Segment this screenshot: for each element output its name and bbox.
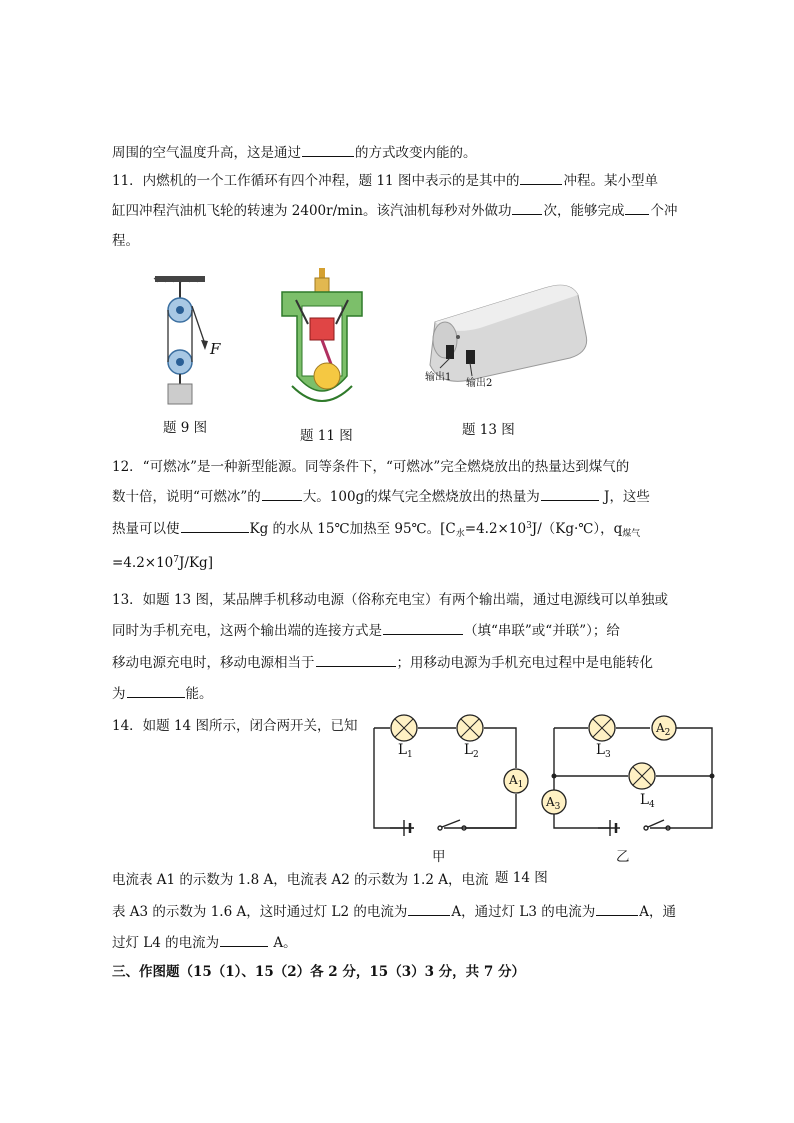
q14-line-2: 电流表 A1 的示数为 1.8 A，电流表 A2 的示数为 1.2 A，电流	[112, 872, 489, 888]
q12-line-3: 热量可以使 Kg 的水从 15℃加热至 95℃。[$C_水=4.2\times 10^3J/(Kg\cdot℃)$，$q_{煤气}$	[112, 516, 640, 544]
q14-line-3: 表 A3 的示数为 1.6 A，这时通过灯 L2 的电流为 A，通过灯 L3 的电流为 A，通	[112, 901, 676, 922]
q13-line-1: 13．如题 13 图，某品牌手机移动电源（俗称充电宝）有两个输出端，通过电源线可以单独或	[112, 592, 668, 608]
q12-line-1: 12．“可燃冰”是一种新型能源。同等条件下，“可燃冰”完全燃烧放出的热量达到煤气的	[112, 459, 630, 475]
answer-blank	[316, 652, 396, 667]
port1-label: 输出1	[425, 372, 452, 383]
circuit-yi	[538, 710, 722, 840]
q11-line-3: 程。	[112, 233, 139, 249]
q11-line-2: 缸四冲程汽油机飞轮的转速为 2400r/min。该汽油机每秒对外做功 次，能够完成 个冲	[112, 200, 677, 221]
pulley-figure	[150, 276, 235, 406]
label-A3: $A_3$	[546, 795, 561, 812]
label-yi: 乙	[616, 849, 630, 865]
answer-blank	[302, 142, 354, 157]
lamp-icon	[457, 715, 483, 741]
answer-blank	[541, 486, 599, 501]
answer-blank	[596, 901, 638, 916]
label-L2: $L_2$	[464, 742, 479, 760]
label-A2: $A_2$	[656, 721, 671, 738]
answer-blank	[625, 200, 649, 215]
answer-blank	[383, 620, 463, 635]
port2-label: 输出2	[466, 378, 493, 389]
label-L3: $L_3$	[596, 742, 611, 760]
fig11-caption: 题 11 图	[300, 428, 353, 444]
q12-line-4: $=4.2\times 10^7J/Kg$]	[112, 555, 213, 571]
answer-blank	[512, 200, 542, 215]
fig9-caption: 题 9 图	[163, 420, 208, 436]
answer-blank	[520, 170, 562, 185]
engine-figure	[272, 266, 372, 411]
q14-line-1: 14．如题 14 图所示，闭合两开关，已知	[112, 718, 358, 734]
q10-tail-line: 周围的空气温度升高，这是通过 的方式改变内能的。	[112, 142, 477, 163]
q13-line-4: 为 能。	[112, 683, 213, 704]
q12-line-2: 数十倍，说明“可燃冰”的 大。100g的煤气完全燃烧放出的热量为 J，这些	[112, 486, 650, 507]
q14-line-4: 过灯 L4 的电流为 A。	[112, 932, 297, 953]
label-L1: $L_1$	[398, 742, 413, 760]
q11-line-1: 11．内燃机的一个工作循环有四个冲程，题 11 图中表示的是其中的 冲程。某小型单	[112, 170, 658, 191]
section-heading: 三、作图题（15（1）、15（2）各 2 分，15（3）3 分，共 7 分）	[112, 964, 525, 980]
lamp-icon	[629, 763, 655, 789]
lamp-icon	[391, 715, 417, 741]
answer-blank	[127, 683, 185, 698]
answer-blank	[262, 486, 302, 501]
force-label: F	[210, 340, 221, 358]
fig13-caption: 题 13 图	[462, 422, 515, 438]
fig14-caption: 题 14 图	[495, 870, 548, 886]
lamp-icon	[589, 715, 615, 741]
label-L4: $L_4$	[640, 792, 655, 810]
answer-blank	[220, 932, 268, 947]
q13-line-3: 移动电源充电时，移动电源相当于 ；用移动电源为手机充电过程中是电能转化	[112, 652, 653, 673]
answer-blank	[408, 901, 450, 916]
answer-blank	[181, 518, 249, 533]
label-jia: 甲	[432, 849, 446, 865]
label-A1: $A_1$	[509, 773, 524, 790]
q13-line-2: 同时为手机充电，这两个输出端的连接方式是 （填“串联”或“并联”）；给	[112, 620, 620, 641]
